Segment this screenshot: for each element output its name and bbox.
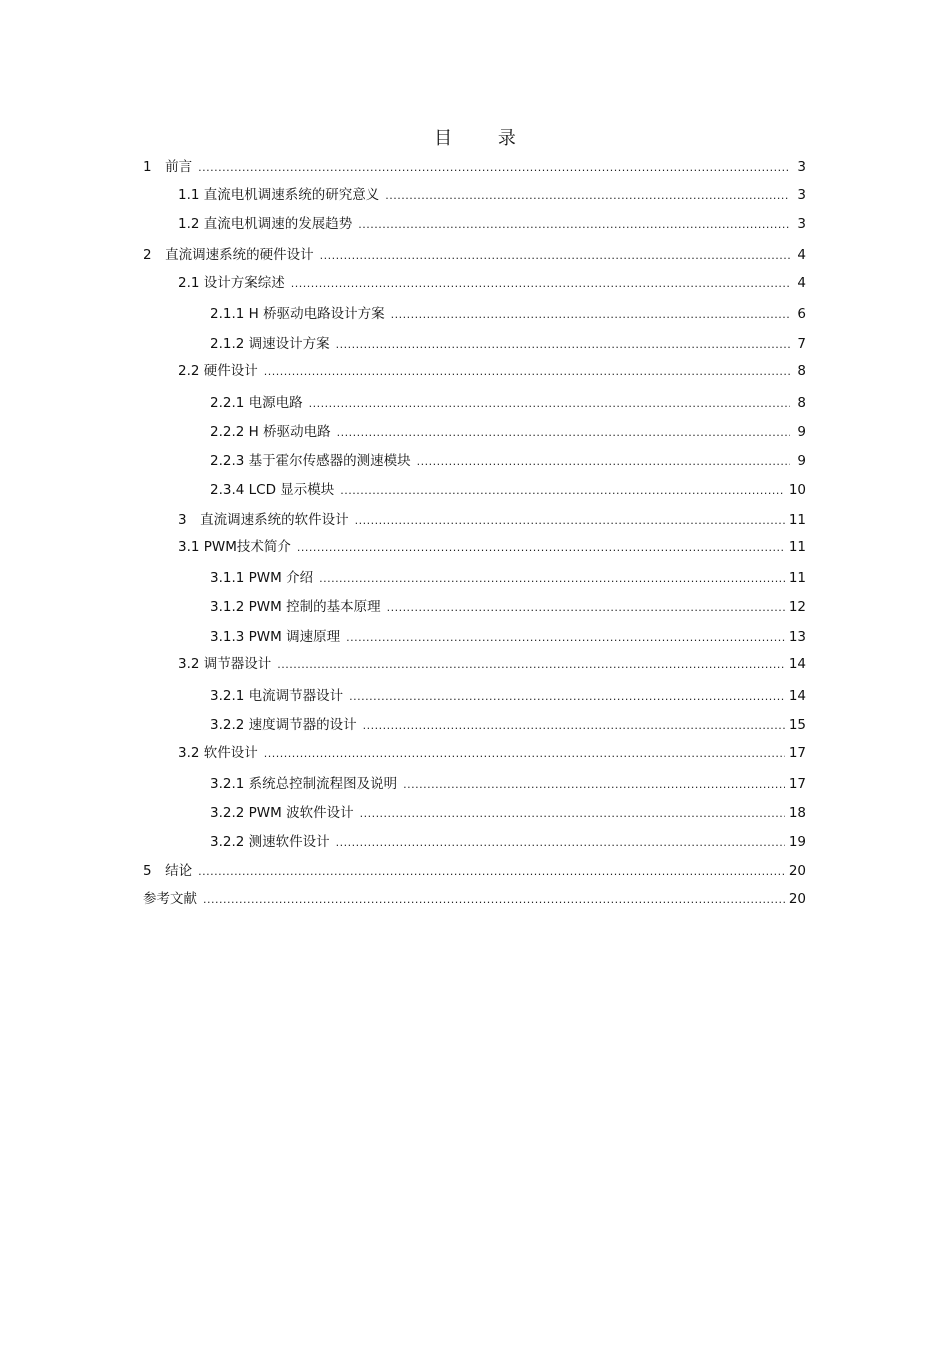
toc-leader-dots (358, 216, 790, 234)
toc-leader-dots (337, 424, 790, 442)
toc-leader-dots (363, 717, 785, 735)
toc-entry-label: 2.1.2 调速设计方案 (210, 336, 330, 352)
toc-entry-label: 2.2.2 H 桥驱动电路 (210, 424, 331, 440)
toc-entry[interactable] (178, 538, 806, 557)
toc-leader-dots (264, 745, 785, 763)
toc-leader-dots (346, 629, 785, 647)
toc-entry[interactable] (178, 215, 806, 234)
toc-entry-page: 3 (797, 187, 806, 203)
toc-entry-label: 2.2.1 电源电路 (210, 395, 303, 411)
toc-entry[interactable] (143, 890, 806, 909)
toc-entry-page: 4 (797, 275, 806, 291)
toc-entry-label: 3.2 调节器设计 (178, 656, 272, 672)
toc-entry-page: 9 (797, 424, 806, 440)
toc-entry-label: 3.1.3 PWM 调速原理 (210, 629, 341, 645)
toc-entry-label: 2 直流调速系统的硬件设计 (143, 247, 314, 263)
toc-entry[interactable] (143, 862, 806, 881)
toc-entry[interactable] (210, 394, 806, 413)
toc-entry-page: 20 (788, 891, 806, 907)
toc-entry-page: 7 (797, 336, 806, 352)
toc-entry-label: 2.2 硬件设计 (178, 363, 258, 379)
toc-entry-page: 14 (788, 656, 806, 672)
toc-entry[interactable] (178, 274, 806, 293)
toc-entry-label: 3.1 PWM技术简介 (178, 539, 291, 555)
toc-entry-label: 1 前言 (143, 159, 193, 175)
toc-entry-page: 11 (788, 539, 806, 555)
toc-entry[interactable] (178, 186, 806, 205)
toc-entry-page: 6 (797, 306, 806, 322)
toc-entry-page: 8 (797, 363, 806, 379)
toc-entry-label: 3.2.1 电流调节器设计 (210, 688, 344, 704)
toc-leader-dots (391, 306, 790, 324)
toc-entry-page: 9 (797, 453, 806, 469)
toc-leader-dots (297, 539, 785, 557)
toc-entry-label: 5 结论 (143, 863, 193, 879)
toc-leader-dots (385, 187, 790, 205)
toc-entry-page: 18 (788, 805, 806, 821)
toc-entry-page: 20 (788, 863, 806, 879)
toc-entry-label: 3.2.2 速度调节器的设计 (210, 717, 357, 733)
toc-entry[interactable] (210, 481, 806, 500)
toc-entry-page: 17 (788, 745, 806, 761)
toc-leader-dots (355, 512, 785, 530)
toc-entry[interactable] (143, 246, 806, 265)
toc-entry[interactable] (210, 687, 806, 706)
toc-entry-page: 4 (797, 247, 806, 263)
toc-entry-label: 参考文献 (143, 891, 197, 907)
toc-title: 目 录 (434, 128, 536, 149)
toc-leader-dots (264, 363, 790, 381)
toc-leader-dots (198, 159, 790, 177)
toc-leader-dots (198, 863, 785, 881)
toc-leader-dots (336, 336, 790, 354)
toc-leader-dots (309, 395, 790, 413)
toc-entry[interactable] (178, 655, 806, 674)
toc-entry-page: 3 (797, 216, 806, 232)
toc-entry-page: 11 (788, 570, 806, 586)
toc-entry-label: 2.2.3 基于霍尔传感器的测速模块 (210, 453, 411, 469)
toc-leader-dots (319, 570, 785, 588)
toc-leader-dots (340, 482, 785, 500)
toc-entry[interactable] (210, 628, 806, 647)
toc-entry[interactable] (210, 598, 806, 617)
toc-leader-dots (277, 656, 785, 674)
toc-entry-page: 17 (788, 776, 806, 792)
toc-entry-page: 12 (788, 599, 806, 615)
toc-entry-page: 15 (788, 717, 806, 733)
toc-entry-label: 3.2 软件设计 (178, 745, 258, 761)
toc-entry-page: 19 (788, 834, 806, 850)
toc-leader-dots (349, 688, 785, 706)
toc-entry[interactable] (210, 452, 806, 471)
toc-entry[interactable] (210, 833, 806, 852)
toc-leader-dots (417, 453, 790, 471)
toc-entry-label: 3.1.2 PWM 控制的基本原理 (210, 599, 381, 615)
toc-entry[interactable] (210, 569, 806, 588)
toc-leader-dots (320, 247, 790, 265)
toc-entry[interactable] (210, 335, 806, 354)
toc-entry-page: 8 (797, 395, 806, 411)
toc-entry-label: 3.2.2 PWM 波软件设计 (210, 805, 354, 821)
toc-entry[interactable] (178, 362, 806, 381)
toc-leader-dots (387, 599, 785, 617)
toc-entry[interactable] (143, 158, 806, 177)
toc-entry-label: 3.1.1 PWM 介绍 (210, 570, 314, 586)
toc-entry-label: 1.1 直流电机调速系统的研究意义 (178, 187, 380, 203)
toc-leader-dots (336, 834, 785, 852)
toc-entry-page: 13 (788, 629, 806, 645)
toc-entry[interactable] (210, 716, 806, 735)
toc-entry[interactable] (210, 423, 806, 442)
toc-leader-dots (203, 891, 785, 909)
toc-entry-page: 11 (788, 512, 806, 528)
toc-entry[interactable] (178, 744, 806, 763)
toc-entry-page: 10 (788, 482, 806, 498)
toc-entry-label: 3.2.1 系统总控制流程图及说明 (210, 776, 398, 792)
toc-entry-label: 2.1.1 H 桥驱动电路设计方案 (210, 306, 385, 322)
toc-entry-label: 1.2 直流电机调速的发展趋势 (178, 216, 353, 232)
toc-entry[interactable] (210, 804, 806, 823)
toc-entry-label: 3 直流调速系统的软件设计 (178, 512, 349, 528)
toc-entry[interactable] (178, 511, 806, 530)
toc-entry-label: 3.2.2 测速软件设计 (210, 834, 330, 850)
toc-entry-label: 2.1 设计方案综述 (178, 275, 285, 291)
toc-leader-dots (291, 275, 790, 293)
toc-leader-dots (403, 776, 785, 794)
toc-entry-page: 3 (797, 159, 806, 175)
toc-entry[interactable] (210, 775, 806, 794)
toc-entry[interactable] (210, 305, 806, 324)
toc-leader-dots (360, 805, 785, 823)
toc-entry-page: 14 (788, 688, 806, 704)
toc-entry-label: 2.3.4 LCD 显示模块 (210, 482, 335, 498)
